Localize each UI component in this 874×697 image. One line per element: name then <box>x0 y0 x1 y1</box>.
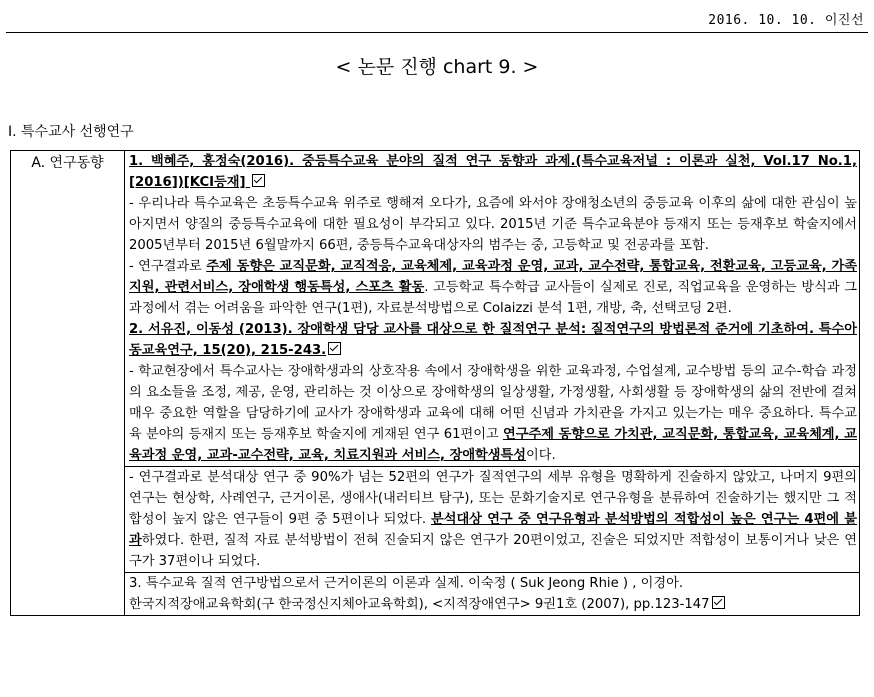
checkbox-icon <box>252 174 265 187</box>
section-heading: I. 특수교사 선행연구 <box>8 124 134 140</box>
paper1-citation: 1. 백혜주, 홍정숙(2016). 중등특수교육 분야의 질적 연구 동향과 과제.(특수교육저널 : 이론과 실천, Vol.17 No.1, [2016])[KCI등재] <box>129 154 857 190</box>
paper2-summary: - 학교현장에서 특수교사는 장애학생과의 상호작용 속에서 장애학생을 위한 교육과정, 수업설계, 교수방법 등의 교수-학습 과정의 요소들을 조정, 제공, 운영, 관리하는 것 이상으로 장애학생의 일상생활, 가정생활, 사회생활 등 장애학생의 삶의 전반에 걸쳐 매우 중요한 역할을 담당하기에 교사가 장애학생과 교육에 대해 어떤 신념과 가치관을 가지고 있는가는 매우 중요하다. 특수교육 분야의 등재지 또는 등재후보 학술지에 게재된 연구 61편이고 연구주제 동향으로 가치관, 교직문화, 통합교육, 교육체계, 교육과정 운영, 교과-교수전략, 교육, 치료지원과 서비스, 장애학생특성이다. <box>129 364 857 463</box>
paper1-results: - 연구결과로 주제 동향은 교직문화, 교직적응, 교육체제, 교육과정 운영, 교과, 교수전략, 통합교육, 전환교육, 고등교육, 가족지원, 관련서비스, 장애학생 행동특성, 스포츠 활동. 고등학교 특수학급 교사들이 실제로 진로, 직업교육을 운영하는 방식과 그 과정에서 겪는 어려움을 파악한 연구(1편), 자료분석방법으로 Colaizzi 분석 1편, 개방, 축, 선택코딩 2편. <box>129 259 857 316</box>
table-row <box>11 151 860 616</box>
row-label: A. 연구동향 <box>11 151 125 616</box>
paper3-citation-line1: 3. 특수교육 질적 연구방법으로서 근거이론의 이론과 실제. 이숙정 ( Suk Jeong Rhie ) , 이경아. <box>129 576 684 591</box>
checkbox-icon <box>712 596 725 609</box>
header-rule <box>6 32 868 33</box>
page-title: < 논문 진행 chart 9. > <box>335 56 539 78</box>
paper2-results: - 연구결과로 분석대상 연구 중 90%가 넘는 52편의 연구가 질적연구의 세부 유형을 명확하게 진술하지 않았고, 나머지 9편의 연구는 현상학, 사례연구, 근거이론, 생애사(내러티브 탐구), 또는 문화기술지로 연구유형을 분류하여 진술하기는 했지만 그 적합성이 높지 않은 연구들이 9편 중 5편이나 되었다. 분석대상 연구 중 연구유형과 분석방법의 적합성이 높은 연구는 4편에 불과하였다. 한편, 질적 자료 분석방법이 전혀 진술되지 않은 연구가 20편이었고, 진술은 되었지만 적합성이 보통이거나 낮은 연구가 37편이나 되었다. <box>129 470 857 569</box>
header-date-author: 2016. 10. 10. 이진선 <box>708 13 864 28</box>
row-content <box>125 151 860 616</box>
paper2-citation: 2. 서유진, 이동성 (2013). 장애학생 담당 교사를 대상으로 한 질적연구 분석: 질적연구의 방법론적 준거에 기초하여. 특수아동교육연구, 15(20), 215-243. <box>129 322 857 358</box>
paper3-citation-line2: 한국지적장애교육학회(구 한국정신지체아교육학회), <지적장애연구> 9권1호 (2007), pp.123-147 <box>129 594 857 615</box>
paper1-summary: - 우리나라 특수교육은 초등특수교육 위주로 행해져 오다가, 요즘에 와서야 장애청소년의 중등교육 이후의 삶에 대한 관심이 높아지면서 양질의 중등특수교육에 대한 필요성이 부각되고 있다. 2015년 기준 특수교육분야 등재지 또는 등재후보 학술지에서 2005년부터 2015년 6월말까지 66편, 중등특수교육대상자의 범주는 중, 고등학교 및 전공과를 포함. <box>129 196 857 253</box>
research-table <box>10 150 860 616</box>
checkbox-icon <box>328 342 341 355</box>
